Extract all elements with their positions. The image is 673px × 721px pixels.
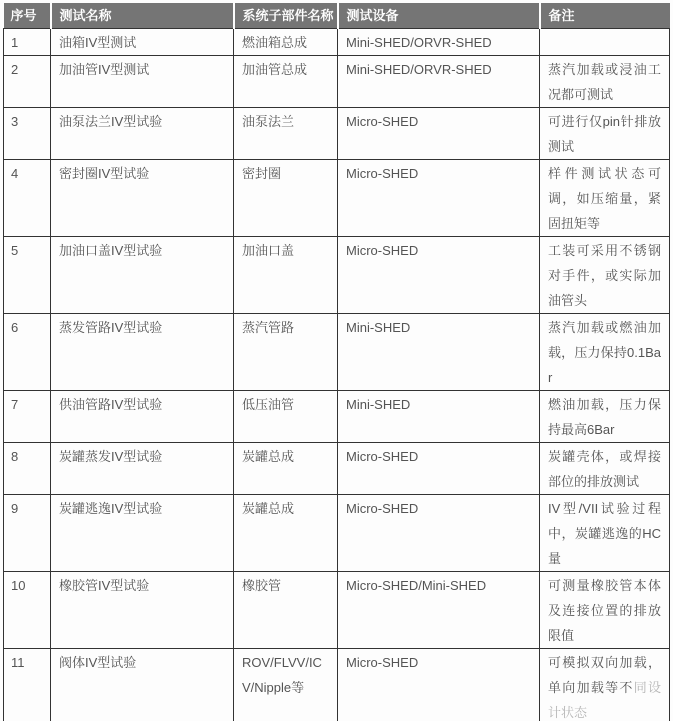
cell-remark: 工装可采用不锈钢对手件，或实际加油管头	[540, 237, 670, 314]
cell-component: 低压油管	[234, 391, 338, 443]
cell-equipment: Micro-SHED	[338, 160, 540, 237]
cell-remark: 蒸汽加载或燃油加载，压力保持0.1Bar	[540, 314, 670, 391]
cell-no: 5	[4, 237, 51, 314]
table-row	[4, 314, 670, 391]
cell-equipment: Micro-SHED	[338, 237, 540, 314]
cell-remark: 可测量橡胶管本体及连接位置的排放限值	[540, 572, 670, 649]
test-table	[3, 3, 670, 721]
header-remark: 备注	[540, 3, 670, 29]
cell-remark	[540, 649, 670, 721]
table-header-row	[4, 3, 670, 29]
table-row	[4, 108, 670, 160]
cell-component: 加油口盖	[234, 237, 338, 314]
table-row	[4, 160, 670, 237]
cell-no: 3	[4, 108, 51, 160]
cell-equipment: Micro-SHED	[338, 443, 540, 495]
cell-no: 8	[4, 443, 51, 495]
cell-equipment: Mini-SHED	[338, 391, 540, 443]
cell-component: 炭罐总成	[234, 443, 338, 495]
table-row	[4, 495, 670, 572]
cell-no: 6	[4, 314, 51, 391]
cell-component: 蒸汽管路	[234, 314, 338, 391]
cell-remark: 燃油加载，压力保持最高6Bar	[540, 391, 670, 443]
cell-remark: IV型/VII试验过程中，炭罐逃逸的HC量	[540, 495, 670, 572]
cell-no: 11	[4, 649, 51, 721]
cell-equipment: Mini-SHED/ORVR-SHED	[338, 29, 540, 56]
header-equipment: 测试设备	[338, 3, 540, 29]
cell-equipment: Micro-SHED/Mini-SHED	[338, 572, 540, 649]
cell-remark: 样件测试状态可调，如压缩量，紧固扭矩等	[540, 160, 670, 237]
cell-name: 油箱IV型测试	[51, 29, 234, 56]
cell-component: 炭罐总成	[234, 495, 338, 572]
cell-equipment: Micro-SHED	[338, 108, 540, 160]
cell-name: 油泵法兰IV型试验	[51, 108, 234, 160]
cell-name: 阀体IV型试验	[51, 649, 234, 721]
cell-name: 密封圈IV型试验	[51, 160, 234, 237]
header-no: 序号	[4, 3, 51, 29]
cell-name: 供油管路IV型试验	[51, 391, 234, 443]
cell-equipment: Mini-SHED/ORVR-SHED	[338, 56, 540, 108]
cell-no: 9	[4, 495, 51, 572]
table-row	[4, 572, 670, 649]
table-row	[4, 29, 670, 56]
cell-component: 密封圈	[234, 160, 338, 237]
cell-no: 2	[4, 56, 51, 108]
table-row	[4, 649, 670, 721]
cell-no: 1	[4, 29, 51, 56]
cell-remark: 可进行仅pin针排放测试	[540, 108, 670, 160]
remark-text: 可模拟双向加载，单向加载等不	[548, 655, 661, 695]
cell-no: 10	[4, 572, 51, 649]
cell-name: 蒸发管路IV型试验	[51, 314, 234, 391]
cell-remark	[540, 29, 670, 56]
cell-name: 加油口盖IV型试验	[51, 237, 234, 314]
cell-remark: 炭罐壳体，或焊接部位的排放测试	[540, 443, 670, 495]
header-name: 测试名称	[51, 3, 234, 29]
cell-name: 橡胶管IV型试验	[51, 572, 234, 649]
cell-name: 炭罐蒸发IV型试验	[51, 443, 234, 495]
remark-faded-text: 同设计状态	[548, 680, 661, 720]
table-row	[4, 391, 670, 443]
cell-no: 7	[4, 391, 51, 443]
table-row	[4, 443, 670, 495]
cell-no: 4	[4, 160, 51, 237]
cell-component: 橡胶管	[234, 572, 338, 649]
cell-equipment: Micro-SHED	[338, 495, 540, 572]
cell-name: 炭罐逃逸IV型试验	[51, 495, 234, 572]
cell-equipment: Micro-SHED	[338, 649, 540, 721]
cell-name: 加油管IV型测试	[51, 56, 234, 108]
table-row	[4, 237, 670, 314]
cell-component: 加油管总成	[234, 56, 338, 108]
table-row	[4, 56, 670, 108]
cell-remark: 蒸汽加载或浸油工况都可测试	[540, 56, 670, 108]
cell-component: ROV/FLVV/ICV/Nipple等	[234, 649, 338, 721]
cell-equipment: Mini-SHED	[338, 314, 540, 391]
cell-component: 燃油箱总成	[234, 29, 338, 56]
header-component: 系统子部件名称	[234, 3, 338, 29]
cell-component: 油泵法兰	[234, 108, 338, 160]
